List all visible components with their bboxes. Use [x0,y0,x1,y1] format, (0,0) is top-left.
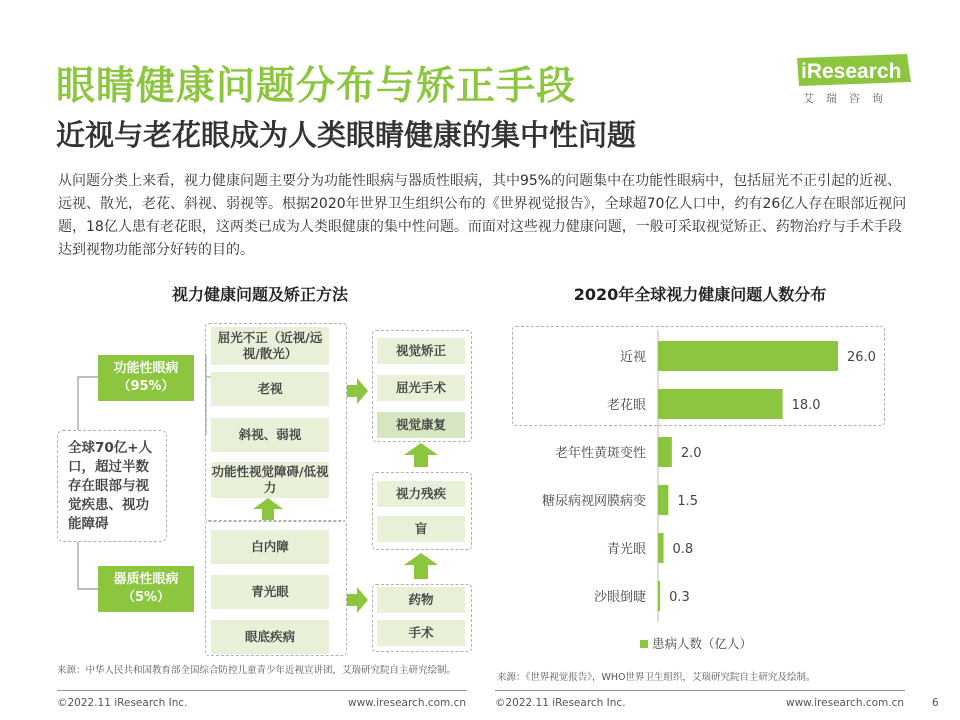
item-fundus-disease: 眼底疾病 [211,620,329,654]
chart-bar [658,341,838,371]
treatment-surgery: 手术 [377,620,465,646]
global-population-note: 全球70亿+人口，超过半数存在眼部与视觉疾患、视功能障碍 [57,430,167,542]
page-title: 眼睛健康问题分布与矫正手段 [56,64,577,109]
footer-divider-right [495,690,905,691]
correction-refractive-surgery: 屈光手术 [377,375,465,401]
item-glaucoma: 青光眼 [211,575,329,609]
up-arrow-icon [402,442,440,468]
right-arrow-icon [345,585,369,615]
chart-value-label: 0.3 [669,590,690,605]
organic-label: 器质性眼病 [113,572,179,587]
chart-bar [658,437,672,467]
outcome-blindness: 盲 [377,516,465,542]
item-presbyopia: 老视 [211,372,329,406]
up-arrow-icon [250,497,286,521]
chart-bar [658,485,668,515]
functional-label: 功能性眼病 [113,361,179,376]
item-strabismus-amblyopia: 斜视、弱视 [211,418,329,452]
chart-value-label: 26.0 [847,350,876,365]
chart-category-label: 沙眼倒睫 [593,590,646,605]
chart-category-label: 青光眼 [606,542,646,557]
functional-disease-box [98,355,194,401]
chart-bar [658,389,783,419]
footer-url-right: www.iresearch.com.cn [786,697,905,709]
legend-swatch [640,640,648,648]
page-number: 6 [932,697,939,709]
chart-bar [658,581,660,611]
iresearch-logo [795,52,913,107]
intro-paragraph: 从问题分类上来看，视力健康问题主要分为功能性眼病与器质性眼病，其中95%的问题集中在功能性眼病中，包括屈光不正引起的近视、远视、散光，老花、斜视、弱视等。根据2020年世界卫生组织公布的《世界视觉报告》，全球超70亿人口中，约有26亿人存在眼部近视问题，18亿人患有老花眼，这两类已成为人类眼健康的集中性问题。而面对这些视力健康问题，一般可采取视觉矫正、药物治疗与手术手段达到视物功能部分好转的目的。 [58,173,907,258]
logo-brand: iResearch [801,60,902,83]
treatment-medication: 药物 [377,587,465,613]
chart-bar [658,533,664,563]
item-refractive-error: 屈光不正（近视/远视/散光） [211,327,329,365]
outcome-visual-disability: 视力残疾 [377,481,465,507]
item-cataract: 白内障 [211,530,329,564]
footer-copyright-right: ©2022.11 iResearch Inc. [495,697,626,709]
right-arrow-icon [345,376,369,406]
chart-category-label: 老年性黄斑变性 [554,446,646,461]
chart-category-label: 糖尿病视网膜病变 [541,494,646,509]
left-source-note: 来源：中华人民共和国教育部全国综合防控儿童青少年近视宣讲团，艾瑞研究院自主研究绘制。 [57,665,457,676]
bar-chart [490,330,910,660]
organic-disease-box [98,566,194,612]
chart-value-label: 18.0 [791,398,821,413]
logo-subtext: 艾瑞咨询 [803,92,895,105]
correction-vision: 视觉矫正 [377,338,465,364]
legend-label: 患病人数（亿人） [652,636,753,651]
chart-value-label: 1.5 [677,494,699,509]
chart-category-label: 近视 [619,350,646,365]
footer-divider-left [57,690,467,691]
right-source-note: 来源：《世界视觉报告》，WHO世界卫生组织，艾瑞研究院自主研究及绘制。 [497,672,816,683]
footer-url-left: www.iresearch.com.cn [348,697,467,709]
left-section-heading: 视力健康问题及矫正方法 [171,285,348,304]
correction-rehabilitation: 视觉康复 [377,412,465,438]
chart-heading: 2020年全球视力健康问题人数分布 [573,285,827,304]
page-subtitle: 近视与老花眼成为人类眼睛健康的集中性问题 [56,118,637,152]
chart-category-label: 老花眼 [606,398,646,413]
organic-pct: （5%） [121,590,171,605]
chart-value-label: 2.0 [680,446,702,461]
item-functional-low-vision: 功能性视觉障碍/低视力 [211,462,329,498]
chart-value-label: 0.8 [672,542,694,557]
footer-copyright-left: ©2022.11 iResearch Inc. [57,697,188,709]
up-arrow-icon [402,552,440,580]
functional-pct: （95%） [117,379,175,394]
